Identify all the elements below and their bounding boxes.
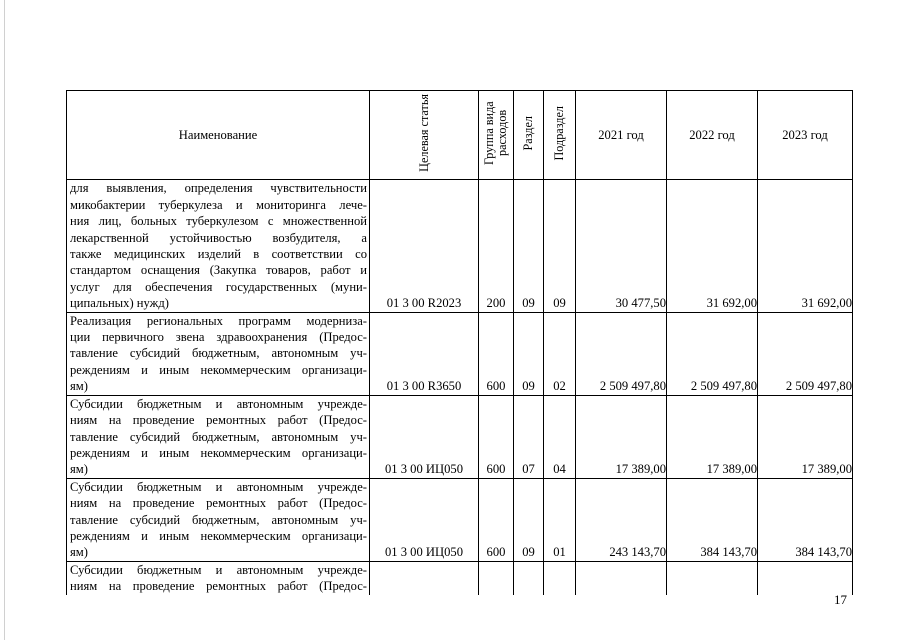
- name-line: тавление субсидий бюджетным, автономным уч-: [70, 346, 367, 361]
- cell-2022: [667, 561, 758, 594]
- cell-2023: 384 143,70: [758, 478, 853, 561]
- cell-2021: [576, 561, 667, 594]
- name-line: Субсидии бюджетным и автономным учрежде-: [70, 396, 367, 411]
- cell-section: 09: [514, 180, 544, 312]
- cell-subsection: 02: [544, 312, 576, 395]
- cell-section: 09: [514, 478, 544, 561]
- cell-expense-group: 600: [479, 395, 514, 478]
- cell-subsection: [544, 561, 576, 594]
- cell-target-article: 01 3 00 ИЦ050: [370, 478, 479, 561]
- table-row: [67, 180, 853, 312]
- table-row: [67, 395, 853, 478]
- cell-section: 07: [514, 395, 544, 478]
- name-line: ципальных) нужд): [70, 296, 169, 311]
- name-line: тавление субсидий бюджетным, автономным уч-: [70, 429, 367, 444]
- name-line: Субсидии бюджетным и автономным учрежде-: [70, 562, 367, 577]
- name-line: ниям на проведение ремонтных работ (Предос-: [70, 413, 367, 428]
- cell-2023: [758, 561, 853, 594]
- cell-expense-group: 200: [479, 180, 514, 312]
- cell-2022: 2 509 497,80: [667, 312, 758, 395]
- cell-2022: 384 143,70: [667, 478, 758, 561]
- name-line: ния лиц, больных туберкулезом с множественной: [70, 214, 367, 229]
- row-name: [67, 312, 370, 395]
- header-section: Раздел: [514, 91, 544, 180]
- row-name: [67, 561, 370, 594]
- header-subsection: Подраздел: [544, 91, 576, 180]
- table-row: [67, 561, 853, 594]
- cell-2021: 30 477,50: [576, 180, 667, 312]
- page-number: 17: [834, 592, 847, 607]
- name-line: лекарственной устойчивостью возбудителя, а: [70, 230, 367, 245]
- cell-2022: 17 389,00: [667, 395, 758, 478]
- cell-2021: 17 389,00: [576, 395, 667, 478]
- page-margin-line: [4, 0, 5, 640]
- name-line: реждениям и иным некоммерческим организаци-: [70, 445, 367, 460]
- name-line: ниям на проведение ремонтных работ (Предос-: [70, 579, 367, 594]
- cell-subsection: 09: [544, 180, 576, 312]
- table-header-row: [67, 91, 853, 180]
- cell-target-article: 01 3 00 R2023: [370, 180, 479, 312]
- header-expense-group: Группа вида расходов: [479, 91, 514, 180]
- row-name: [67, 395, 370, 478]
- name-line: Реализация региональных программ модерниза-: [70, 313, 367, 328]
- name-line: также медицинских изделий в соответствии со: [70, 247, 367, 262]
- header-name: Наименование: [67, 91, 370, 180]
- cell-expense-group: [479, 561, 514, 594]
- header-year-2022: 2022 год: [667, 91, 758, 180]
- header-year-2021: 2021 год: [576, 91, 667, 180]
- cell-2021: 243 143,70: [576, 478, 667, 561]
- cell-expense-group: 600: [479, 312, 514, 395]
- cell-subsection: 04: [544, 395, 576, 478]
- cell-subsection: 01: [544, 478, 576, 561]
- name-line: ям): [70, 462, 88, 477]
- name-line: услуг для обеспечения государственных (муни-: [70, 279, 367, 294]
- cell-section: 09: [514, 312, 544, 395]
- header-year-2023: 2023 год: [758, 91, 853, 180]
- cell-section: [514, 561, 544, 594]
- cell-2023: 31 692,00: [758, 180, 853, 312]
- row-name: [67, 478, 370, 561]
- name-line: микобактерии туберкулеза и мониторинга лече-: [70, 197, 367, 212]
- name-line: тавление субсидий бюджетным, автономным уч-: [70, 512, 367, 527]
- cell-2023: 17 389,00: [758, 395, 853, 478]
- cell-2023: 2 509 497,80: [758, 312, 853, 395]
- name-line: ниям на проведение ремонтных работ (Предос-: [70, 496, 367, 511]
- table-row: [67, 312, 853, 395]
- name-line: реждениям и иным некоммерческим организаци-: [70, 362, 367, 377]
- cell-target-article: 01 3 00 R3650: [370, 312, 479, 395]
- cell-2022: 31 692,00: [667, 180, 758, 312]
- row-name: [67, 180, 370, 312]
- name-line: стандартом оснащения (Закупка товаров, работ и: [70, 263, 367, 278]
- table-row: [67, 478, 853, 561]
- name-line: реждениям и иным некоммерческим организаци-: [70, 528, 367, 543]
- name-line: ям): [70, 545, 88, 560]
- name-line: Субсидии бюджетным и автономным учрежде-: [70, 479, 367, 494]
- cell-2021: 2 509 497,80: [576, 312, 667, 395]
- cell-target-article: 01 3 00 ИЦ050: [370, 395, 479, 478]
- name-line: ям): [70, 379, 88, 394]
- cell-target-article: [370, 561, 479, 594]
- name-line: ции первичного звена здравоохранения (Предос-: [70, 330, 367, 345]
- name-line: для выявления, определения чувствительности: [70, 181, 367, 196]
- header-target-article: Целевая статья: [370, 91, 479, 180]
- budget-table: [66, 90, 853, 595]
- cell-expense-group: 600: [479, 478, 514, 561]
